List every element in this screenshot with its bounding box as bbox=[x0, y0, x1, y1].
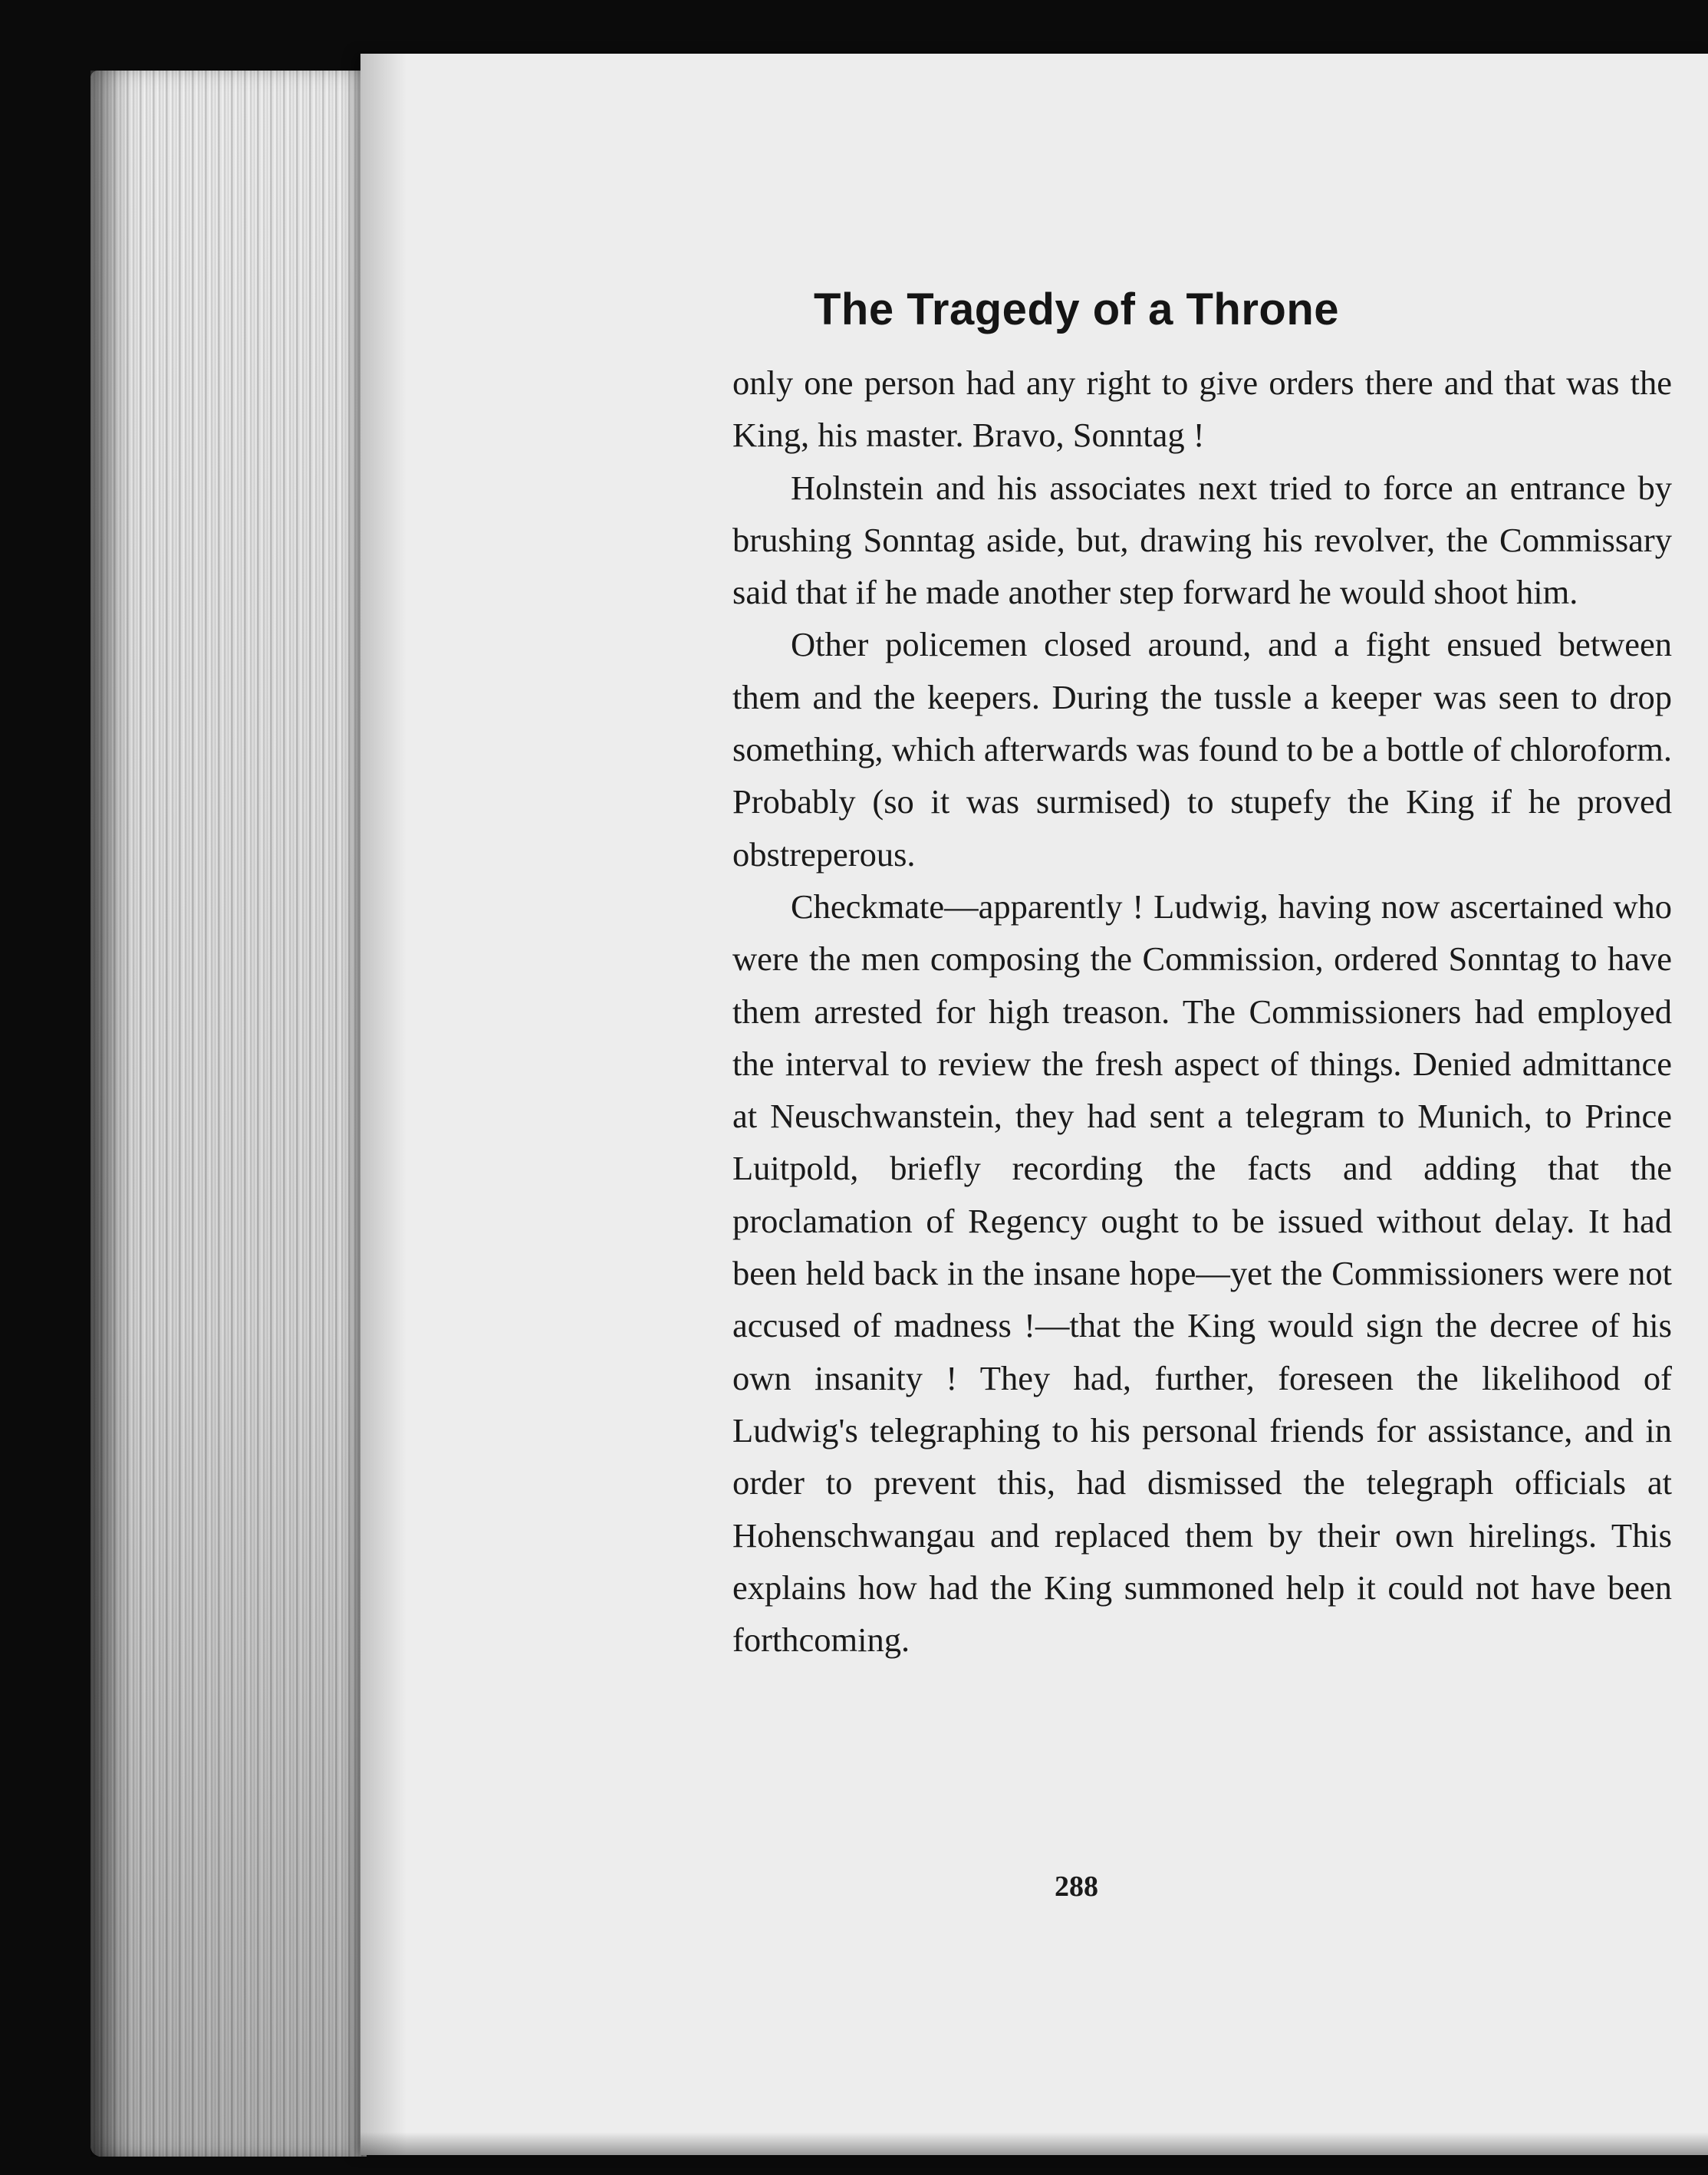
page-number: 288 bbox=[1055, 1871, 1098, 1903]
body-text bbox=[732, 357, 1672, 1666]
paragraph: Checkmate—apparently ! Ludwig, having now ascertained who were the men composing the Commission, ordered Sonntag to have them arrested for high treason. The Commissioners had employed the interval to review the fresh aspect of things. Denied admittance at Neuschwanstein, they had sent a telegram to Munich, to Prince Luitpold, briefly recording the facts and adding that the proclamation of Regency ought to be issued without delay. It had been held back in the insane hope—yet the Commissioners were not accused of madness !—that the King would sign the decree of his own insanity ! They had, further, foreseen the likelihood of Ludwig's telegraphing to his personal friends for assistance, and in order to prevent this, had dismissed the telegraph officials at Hohenschwangau and replaced them by their own hirelings. This explains how had the King summoned help it could not have been forthcoming. bbox=[732, 887, 1672, 1660]
paragraph: Holnstein and his associates next tried to force an entrance by brushing Sonntag aside, but, drawing his revolver, the Commissary said that if he made another step forward he would shoot him. bbox=[732, 468, 1672, 612]
paragraph: only one person had any right to give orders there and that was the King, his master. Bravo, Sonntag ! bbox=[732, 364, 1672, 455]
paragraph: Other policemen closed around, and a fight ensued between them and the keepers. During the tussle a keeper was seen to drop something, which afterwards was found to be a bottle of chloroform. Probably (so it was surmised) to stupefy the King if he proved obstreperous. bbox=[732, 625, 1672, 874]
page-bottom-shadow bbox=[360, 2132, 1708, 2155]
book-page bbox=[360, 54, 1708, 2155]
book-page-edges bbox=[91, 71, 367, 2157]
page-gutter-shadow bbox=[360, 54, 406, 2155]
running-head: The Tragedy of a Throne bbox=[813, 285, 1340, 334]
